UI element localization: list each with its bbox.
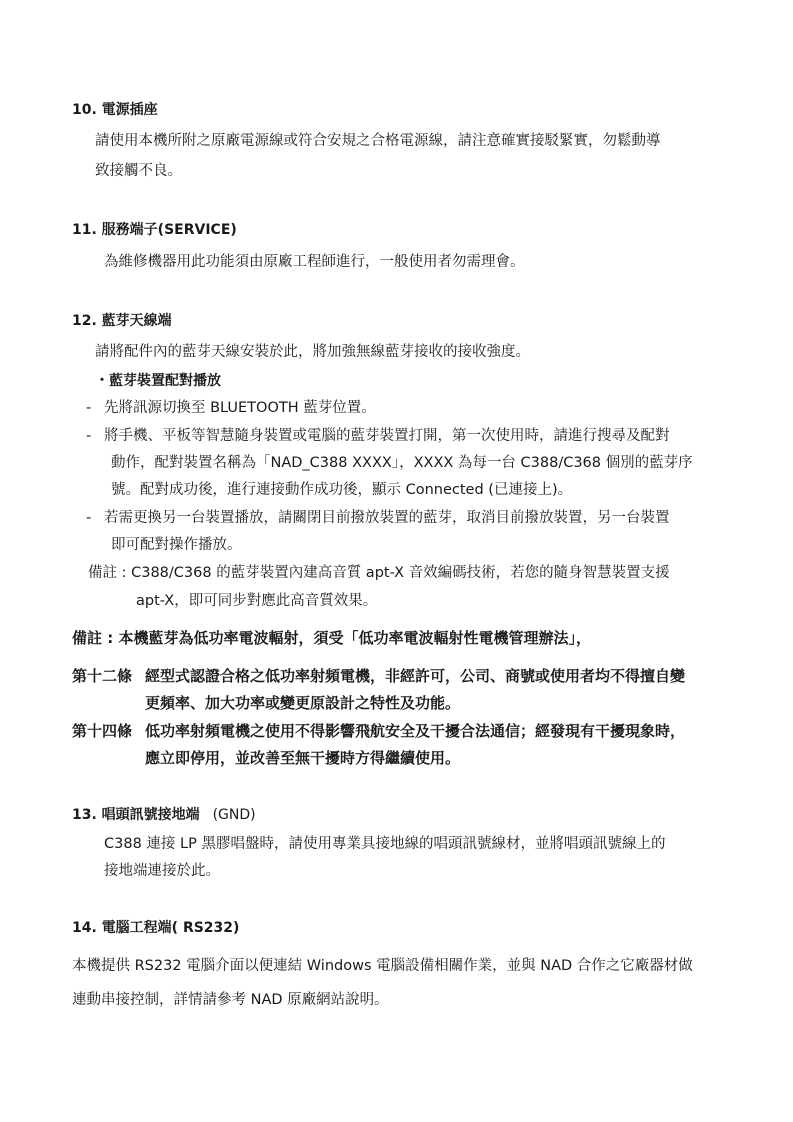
regulation-note: 備註 : 本機藍芽為低功率電波輻射，須受「低功率電波輻射性電機管理辦法」， — [72, 629, 591, 647]
article-12-label: 第十二條 — [72, 667, 133, 685]
section-14-text-line-1: 本機提供 RS232 電腦介面以便連結 Windows 電腦設備相關作業，並與 NAD 合作之它廠器材做 — [72, 958, 693, 974]
section-11-text-line-1: 為維修機器用此功能須由原廠工程師進行，一般使用者勿需理會。 — [104, 254, 525, 270]
section-11-heading: 11. 服務端子(SERVICE) — [72, 222, 237, 238]
article-12-text-line-1: 經型式認證合格之低功率射頻電機，非經許可，公司、商號或使用者均不得擅自變 — [145, 667, 686, 685]
section-10-heading: 10. 電源插座 — [72, 102, 158, 118]
section-13-heading-suffix: (GND) — [212, 807, 256, 823]
section-13-heading-text: 13. 唱頭訊號接地端 — [72, 807, 200, 823]
bullet-3-text-line-2: 即可配對操作播放。 — [111, 537, 242, 553]
section-12-heading: 12. 藍芽天線端 — [72, 313, 172, 329]
article-12-text-line-2: 更頻率、加大功率或變更原設計之特性及功能。 — [145, 694, 461, 712]
section-13-heading — [72, 805, 256, 825]
section-14-text-line-2: 連動串接控制，詳情請參考 NAD 原廠網站說明。 — [72, 992, 389, 1008]
section-10-text-line-1: 請使用本機所附之原廠電源線或符合安規之合格電源線，請注意確實接駁緊實，勿鬆動導 — [95, 133, 661, 149]
bluetooth-pairing-subheading: ・藍芽裝置配對播放 — [95, 373, 221, 389]
article-14-text-line-1: 低功率射頻電機之使用不得影響飛航安全及干擾合法通信；經發現有干擾現象時， — [145, 722, 686, 740]
bullet-dash: - — [86, 510, 92, 526]
section-12-text-line-1: 請將配件內的藍芽天線安裝於此，將加強無線藍芽接收的接收強度。 — [95, 344, 530, 360]
section-13-text-line-2: 接地端連接於此。 — [104, 863, 220, 879]
aptx-note-line-2: apt-X，即可同步對應此高音質效果。 — [136, 593, 378, 609]
bullet-dash: - — [86, 400, 92, 416]
section-10-text-line-2: 致接觸不良。 — [95, 163, 182, 179]
bullet-3-text-line-1: 若需更換另一台裝置播放，請關閉目前撥放裝置的藍芽，取消目前撥放裝置，另一台裝置 — [104, 510, 670, 526]
bullet-2-text-line-1: 將手機、平板等智慧隨身裝置或電腦的藍芽裝置打開，第一次使用時，請進行搜尋及配對 — [104, 428, 670, 444]
bullet-2-text-line-3: 號。配對成功後，進行連接動作成功後，顯示 Connected (已連接上)。 — [111, 482, 573, 498]
article-14-label: 第十四條 — [72, 722, 133, 740]
article-14-text-line-2: 應立即停用，並改善至無干擾時方得繼續使用。 — [145, 749, 461, 767]
section-14-heading: 14. 電腦工程端( RS232) — [72, 920, 240, 936]
bullet-1-text: 先將訊源切換至 BLUETOOTH 藍芽位置。 — [104, 400, 376, 416]
aptx-note-line-1: 備註 : C388/C368 的藍芽裝置內建高音質 apt-X 音效編碼技術，若您的隨身智慧裝置支援 — [88, 565, 670, 581]
section-13-text-line-1: C388 連接 LP 黑膠唱盤時，請使用專業具接地線的唱頭訊號線材，並將唱頭訊號線上的 — [104, 836, 666, 852]
bullet-dash: - — [86, 428, 92, 444]
bullet-2-text-line-2: 動作，配對裝置名稱為「NAD_C388 XXXX」，XXXX 為每一台 C388/C368 個別的藍芽序 — [111, 455, 693, 471]
